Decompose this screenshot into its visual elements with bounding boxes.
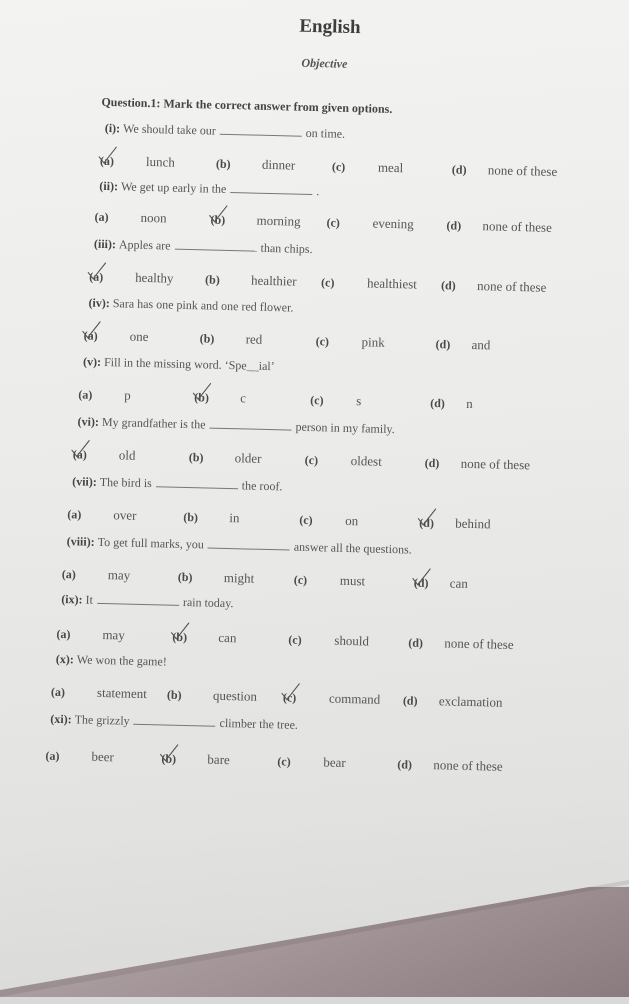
- question-text: To get full marks, you: [97, 534, 204, 552]
- answer-blank[interactable]: [208, 539, 290, 551]
- question-number: (v):: [82, 354, 105, 369]
- question-number: (i):: [104, 120, 124, 136]
- option-letter: (a): [83, 328, 98, 343]
- option-letter: (d): [419, 515, 435, 531]
- question-text: The bird is: [99, 474, 152, 491]
- option-letter: (c): [288, 632, 302, 647]
- options-row: [94, 209, 615, 235]
- option-text: bear: [323, 754, 346, 770]
- option-letter: (d): [408, 635, 424, 650]
- option-d[interactable]: [397, 756, 503, 774]
- option-b[interactable]: [183, 509, 240, 526]
- option-text: older: [234, 450, 262, 466]
- option-letter: (b): [188, 450, 204, 465]
- option-b[interactable]: [166, 687, 258, 704]
- option-letter: (d): [402, 693, 418, 708]
- option-a[interactable]: [72, 446, 136, 463]
- option-letter: (c): [320, 275, 335, 290]
- options-row: [99, 153, 620, 179]
- question-text: We should take our: [122, 121, 216, 138]
- question-number: (x):: [55, 651, 77, 667]
- option-letter: (b): [161, 751, 177, 766]
- option-a[interactable]: [83, 327, 149, 345]
- option-a[interactable]: [67, 506, 137, 523]
- option-text: none of these: [482, 218, 553, 235]
- option-text: on: [345, 512, 359, 529]
- pencil-tick-icon: [168, 621, 191, 644]
- pencil-tick-icon: [190, 381, 213, 404]
- option-a[interactable]: [50, 684, 148, 702]
- option-letter: (c): [331, 159, 346, 174]
- question-4: [88, 296, 293, 316]
- question-number: (viii):: [66, 534, 98, 549]
- option-a[interactable]: [94, 209, 167, 226]
- option-letter: (b): [194, 390, 210, 405]
- answer-blank[interactable]: [134, 715, 216, 727]
- option-letter: (a): [99, 153, 115, 169]
- question-text: It: [85, 592, 94, 607]
- question-text-end: answer all the questions.: [293, 539, 412, 557]
- option-letter: (b): [199, 331, 215, 346]
- option-text: in: [229, 510, 240, 526]
- question-text: The grizzly: [74, 712, 130, 728]
- option-letter: (c): [293, 572, 308, 587]
- option-c[interactable]: [293, 572, 366, 589]
- option-text: morning: [256, 212, 301, 229]
- option-text: one: [129, 328, 149, 345]
- option-text: healthy: [134, 269, 174, 286]
- options-row: [45, 748, 566, 774]
- option-text: beer: [91, 748, 115, 765]
- option-letter: (d): [451, 162, 467, 177]
- option-d[interactable]: [446, 217, 553, 235]
- option-text: can: [449, 575, 469, 591]
- question-number: (ii):: [99, 178, 122, 194]
- options-row: [72, 446, 593, 473]
- option-text: none of these: [460, 455, 531, 473]
- option-text: none of these: [433, 757, 503, 774]
- option-d[interactable]: [424, 455, 531, 473]
- pencil-tick-icon: [80, 319, 103, 342]
- question-text-end: than chips.: [260, 240, 313, 257]
- question-text: Fill in the missing word. ‘Spe__ial’: [103, 354, 275, 374]
- option-text: n: [466, 395, 473, 411]
- question-text-end: .: [316, 184, 320, 199]
- question-text-end: rain today.: [182, 594, 234, 611]
- question-number: (iii):: [93, 236, 120, 252]
- pencil-tick-icon: [415, 507, 438, 530]
- option-text: behind: [455, 515, 491, 532]
- option-text: healthier: [250, 272, 297, 289]
- option-text: none of these: [476, 278, 547, 295]
- options-row: [89, 269, 609, 295]
- answer-blank[interactable]: [175, 240, 257, 252]
- option-text: must: [339, 572, 366, 589]
- question-instruction: Question.1: Mark the correct answer from given options.: [101, 94, 393, 116]
- option-text: question: [212, 687, 258, 704]
- pencil-tick-icon: [206, 203, 229, 226]
- option-a[interactable]: [45, 748, 115, 765]
- question-6: [77, 414, 394, 437]
- option-a[interactable]: [56, 626, 126, 643]
- question-11: [50, 712, 298, 733]
- pencil-tick-icon: [157, 742, 180, 765]
- option-text: exclamation: [438, 693, 503, 710]
- option-c[interactable]: [277, 753, 346, 770]
- option-d[interactable]: [413, 575, 469, 591]
- option-letter: (b): [166, 687, 182, 702]
- page-subtitle: Objective: [301, 55, 348, 71]
- options-row: [50, 684, 571, 710]
- question-text: Sara has one pink and one red flower.: [112, 296, 294, 315]
- page-title: English: [299, 15, 361, 39]
- option-text: bare: [207, 751, 230, 768]
- question-number: (iv):: [88, 295, 114, 311]
- option-letter: (a): [94, 209, 109, 225]
- option-text: may: [102, 627, 126, 643]
- options-row: [56, 626, 577, 653]
- option-text: old: [118, 447, 136, 463]
- option-text: none of these: [487, 162, 558, 179]
- pencil-tick-icon: [69, 438, 92, 461]
- option-a[interactable]: [78, 386, 131, 403]
- option-d[interactable]: [435, 336, 491, 353]
- answer-blank[interactable]: [156, 477, 238, 489]
- option-letter: (a): [50, 684, 66, 700]
- option-c[interactable]: [310, 392, 362, 409]
- option-text: healthiest: [366, 275, 418, 292]
- question-7: [72, 474, 283, 494]
- option-letter: (a): [78, 387, 93, 402]
- option-c[interactable]: [282, 689, 381, 707]
- question-9: [61, 592, 234, 611]
- option-letter: (c): [282, 690, 297, 705]
- question-1: [105, 121, 346, 142]
- option-letter: (c): [326, 215, 341, 230]
- option-b[interactable]: [194, 389, 247, 406]
- option-text: and: [471, 336, 491, 353]
- option-a[interactable]: [89, 269, 174, 286]
- option-text: oldest: [350, 453, 382, 469]
- pencil-tick-icon: [96, 145, 119, 168]
- question-2: [99, 179, 319, 199]
- option-d[interactable]: [402, 692, 503, 710]
- question-text: My grandfather is the: [101, 414, 206, 432]
- question-5: [83, 354, 275, 374]
- option-c[interactable]: [315, 333, 385, 350]
- option-b[interactable]: [188, 449, 262, 466]
- option-c[interactable]: [299, 512, 359, 529]
- options-row: [83, 327, 604, 353]
- option-text: none of these: [444, 635, 514, 653]
- option-letter: (b): [215, 156, 231, 171]
- pencil-tick-icon: [279, 681, 302, 704]
- option-c[interactable]: [326, 214, 414, 232]
- question-text-end: person in my family.: [295, 419, 395, 437]
- question-text: We get up early in the: [120, 179, 227, 196]
- option-letter: (c): [304, 452, 319, 468]
- option-d[interactable]: [408, 634, 514, 653]
- option-letter: (d): [397, 757, 413, 772]
- option-letter: (c): [299, 512, 313, 528]
- question-text: We won the game!: [76, 652, 167, 669]
- pencil-tick-icon: [85, 260, 108, 283]
- question-number: (vi):: [77, 414, 103, 429]
- option-letter: (b): [177, 569, 193, 585]
- option-c[interactable]: [304, 452, 382, 469]
- option-a[interactable]: [99, 153, 176, 170]
- option-c[interactable]: [331, 158, 404, 176]
- option-letter: (c): [277, 754, 291, 769]
- option-letter: (b): [183, 509, 199, 525]
- option-b[interactable]: [199, 330, 263, 347]
- answer-blank[interactable]: [97, 594, 179, 606]
- option-letter: (a): [61, 567, 77, 582]
- question-10: [56, 652, 167, 670]
- option-text: p: [124, 387, 131, 403]
- option-d[interactable]: [430, 395, 473, 411]
- option-d[interactable]: [419, 515, 491, 532]
- option-text: pink: [361, 334, 385, 350]
- option-text: can: [218, 629, 237, 646]
- options-row: [67, 506, 588, 532]
- option-letter: (a): [45, 748, 60, 763]
- option-c[interactable]: [320, 274, 418, 292]
- option-letter: (a): [67, 507, 82, 522]
- option-letter: (d): [430, 395, 446, 411]
- question-number: (ix):: [61, 591, 86, 607]
- question-text: Apples are: [118, 237, 171, 253]
- option-text: command: [328, 690, 381, 707]
- option-letter: (a): [72, 447, 87, 462]
- answer-blank[interactable]: [230, 183, 312, 195]
- question-text-end: on time.: [305, 125, 346, 141]
- question-text-end: climber the tree.: [219, 715, 299, 732]
- option-text: dinner: [261, 156, 296, 173]
- option-text: noon: [140, 209, 167, 226]
- option-text: lunch: [145, 153, 176, 170]
- pencil-tick-icon: [410, 567, 433, 590]
- option-text: c: [240, 390, 247, 406]
- option-letter: (d): [435, 337, 451, 352]
- option-b[interactable]: [210, 212, 301, 229]
- option-letter: (a): [89, 269, 104, 284]
- option-b[interactable]: [177, 569, 255, 586]
- question-number: (xi):: [50, 711, 75, 727]
- option-text: red: [245, 331, 263, 347]
- option-letter: (a): [56, 626, 71, 642]
- question-text-end: the roof.: [241, 478, 283, 494]
- option-letter: (d): [446, 218, 462, 233]
- option-text: meal: [377, 159, 404, 176]
- question-number: (vii):: [71, 474, 100, 489]
- option-a[interactable]: [61, 566, 131, 583]
- question-8: [67, 534, 412, 557]
- option-b[interactable]: [204, 271, 297, 289]
- option-letter: (d): [413, 575, 429, 590]
- answer-blank[interactable]: [209, 419, 291, 431]
- answer-blank[interactable]: [220, 125, 302, 137]
- option-text: evening: [372, 215, 414, 232]
- option-d[interactable]: [451, 161, 558, 179]
- option-b[interactable]: [161, 750, 230, 768]
- option-text: over: [113, 507, 137, 523]
- option-b[interactable]: [215, 156, 296, 173]
- option-text: should: [334, 632, 370, 649]
- option-c[interactable]: [288, 632, 370, 649]
- question-3: [94, 237, 313, 257]
- option-letter: (b): [204, 272, 220, 287]
- option-text: may: [107, 567, 131, 583]
- option-letter: (d): [424, 455, 440, 471]
- option-d[interactable]: [440, 277, 547, 295]
- option-letter: (d): [440, 278, 456, 293]
- option-letter: (b): [210, 212, 226, 227]
- option-text: might: [223, 569, 255, 586]
- option-letter: (c): [310, 393, 324, 408]
- option-text: statement: [96, 684, 148, 702]
- option-text: s: [356, 393, 362, 409]
- options-row: [61, 566, 582, 591]
- options-row: [78, 386, 598, 411]
- option-letter: (c): [315, 334, 330, 349]
- option-letter: (b): [172, 629, 188, 645]
- option-b[interactable]: [172, 629, 237, 646]
